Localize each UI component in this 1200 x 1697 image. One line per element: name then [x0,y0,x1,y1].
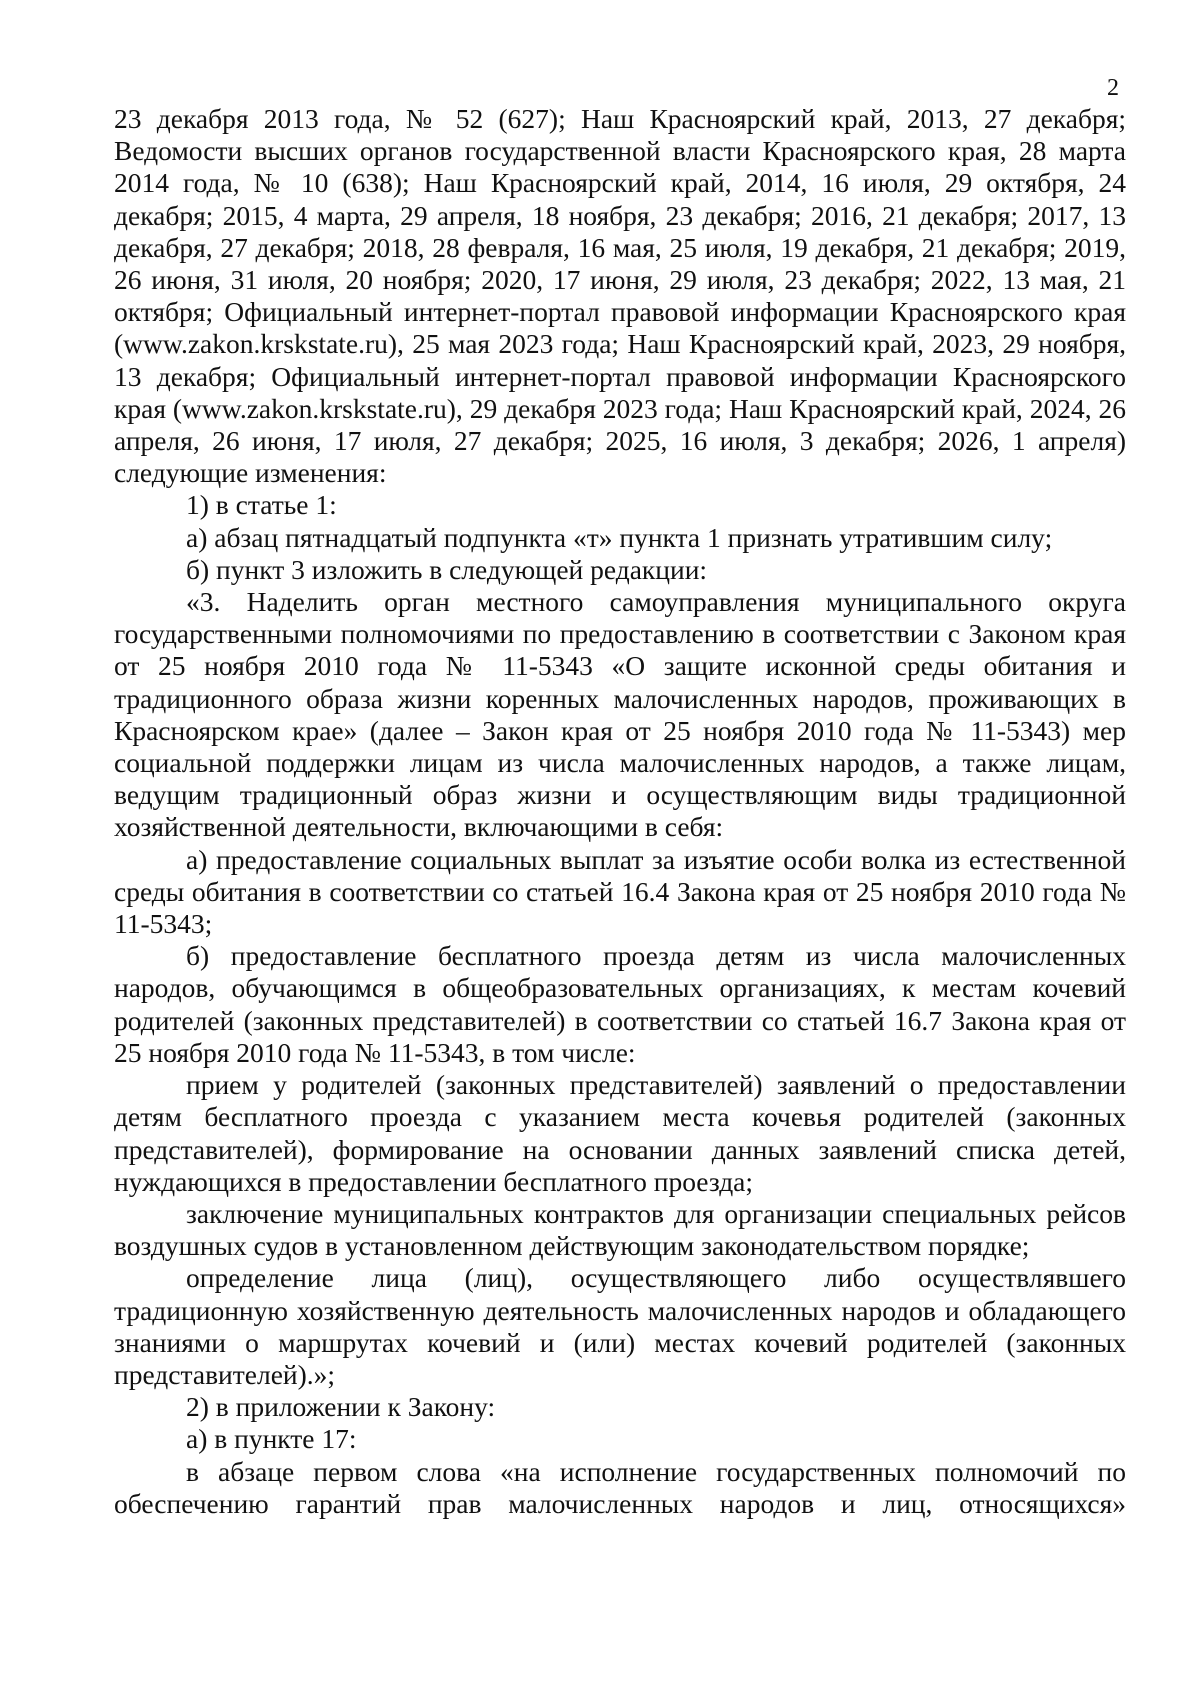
document-body [114,103,1126,1520]
paragraph-contracts: заключение муниципальных контрактов для организации специальных рейсов воздушных судов в установленном действующим законодательством порядке; [114,1197,1126,1262]
paragraph-applications: прием у родителей (законных представителей) заявлений о предоставлении детям бесплатного проезда с указанием места кочевья родителей (законных представителей), формирование на основании данных заявлений списка детей, нуждающихся в предоставлении бесплатного проезда; [114,1069,1126,1197]
paragraph-point-3-b: б) предоставление бесплатного проезда детям из числа малочисленных народов, обучающимся в общеобразовательных организациях, к местам кочевий родителей (законных представителей) в соответствии со статьей 16.7 Закона края от 25 ноября 2010 года № 11-5343, в том числе: [114,940,1126,1068]
paragraph-point-17: а) в пункте 17: [186,1423,357,1455]
paragraph-item-2: 2) в приложении к Закону: [186,1391,496,1423]
paragraph-persons: определение лица (лиц), осуществляющего либо осуществлявшего традиционную хозяйственную деятельность малочисленных народов и обладающего знаниями о маршрутах кочевий и (или) местах кочевий родителей (законных представителей).»; [114,1262,1126,1390]
paragraph-first-abzac: в абзаце первом слова «на исполнение государственных полномочий по обеспечению гарантий прав малочисленных народов и лиц, относящихся» [114,1455,1126,1519]
paragraph-item-1: 1) в статье 1: [186,489,337,521]
paragraph-publication-list: 23 декабря 2013 года, № 52 (627); Наш Красноярский край, 2013, 27 декабря; Ведомости высших органов государственной власти Красноярского края, 28 марта 2014 года, № 10 (638); Наш Красноярский край, 2014, 16 июля, 29 октября, 24 декабря; 2015, 4 марта, 29 апреля, 18 ноября, 23 декабря; 2016, 21 декабря; 2017, 13 декабря, 27 декабря; 2018, 28 февраля, 16 мая, 25 июля, 19 декабря, 21 декабря; 2019, 26 июня, 31 июля, 20 ноября; 2020, 17 июня, 29 июля, 23 декабря; 2022, 13 мая, 21 октября; Официальный интернет-портал правовой информации Красноярского края (www.zakon.krskstate.ru), 25 мая 2023 года; Наш Красноярский край, 2023, 29 ноября, 13 декабря; Официальный интернет-портал правовой информации Красноярского края (www.zakon.krskstate.ru), 29 декабря 2023 года; Наш Красноярский край, 2024, 26 апреля, 26 июня, 17 июля, 27 декабря; 2025, 16 июля, 3 декабря; 2026, 1 апреля) следующие изменения: [114,103,1126,489]
paragraph-point-3-a: а) предоставление социальных выплат за изъятие особи волка из естественной среды обитания в соответствии со статьей 16.4 Закона края от 25 ноября 2010 года № 11-5343; [114,843,1126,940]
paragraph-subitem-b: б) пункт 3 изложить в следующей редакции: [186,553,708,585]
paragraph-point-3: «3. Наделить орган местного самоуправления муниципального округа государственными полномочиями по предоставлению в соответствии с Законом края от 25 ноября 2010 года № 11-5343 «О защите исконной среды обитания и традиционного образа жизни коренных малочисленных народов, проживающих в Красноярском крае» (далее – Закон края от 25 ноября 2010 года № 11-5343) мер социальной поддержки лицам из числа малочисленных народов, а также лицам, ведущим традиционный образ жизни и осуществляющим виды традиционной хозяйственной деятельности, включающими в себя: [114,586,1126,843]
paragraph-subitem-a: а) абзац пятнадцатый подпункта «т» пункта 1 признать утратившим силу; [186,521,1053,553]
page-number: 2 [1107,75,1119,101]
